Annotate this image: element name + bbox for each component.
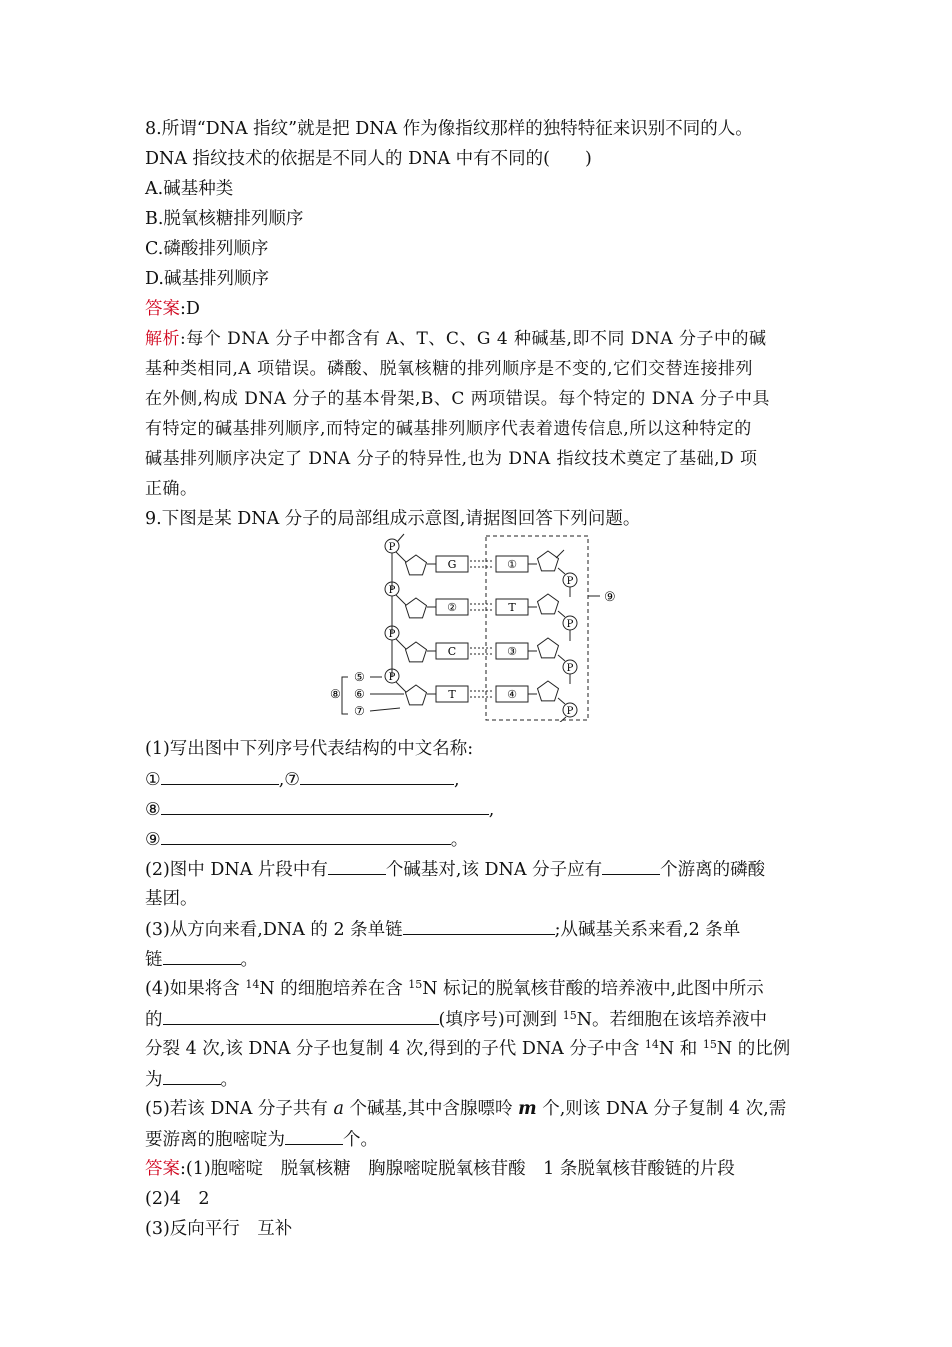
q9-sub3-line-1 (145, 914, 825, 944)
text: 。 (220, 1070, 238, 1090)
q9-sub4-line-4 (145, 1064, 825, 1094)
dna-structure-diagram (330, 530, 630, 722)
right-deoxyribose (538, 681, 559, 701)
text: (4)如果将含 (145, 979, 246, 999)
right-base-label: ① (507, 558, 517, 571)
blank-base-relation[interactable] (163, 944, 241, 965)
blank-cytosine[interactable] (285, 1124, 343, 1145)
text: (2)图中 DNA 片段中有 (145, 860, 328, 880)
backbone-bond (558, 698, 565, 704)
callout-7: ⑦ (354, 704, 365, 718)
text: 的 (145, 1010, 163, 1030)
right-base-label: ④ (507, 688, 517, 701)
left-deoxyribose (406, 685, 427, 705)
text: N 和 (658, 1039, 703, 1059)
analysis-line: :每个 DNA 分子中都含有 A、T、C、G 4 种碱基,即不同 DNA 分子中的碱 (180, 329, 767, 349)
marker-1: ① (145, 770, 161, 790)
variable-a: a (333, 1099, 344, 1119)
q9-sub3-line-2 (145, 944, 825, 974)
text: N。若细胞在该培养液中 (576, 1010, 768, 1030)
right-base-label: T (508, 601, 516, 614)
analysis-label: 解析 (145, 329, 180, 349)
q9-sub2-line-1 (145, 854, 825, 884)
left-base-label: C (447, 645, 457, 658)
text: 分裂 4 次,该 DNA 分子也复制 4 次,得到的子代 DNA 分子中含 (145, 1039, 645, 1059)
superscript: 14 (245, 978, 260, 991)
backbone-bond (558, 611, 565, 617)
text: 个游离的磷酸 (660, 860, 766, 880)
left-base-label: G (447, 558, 457, 571)
q9-sub1-line-2 (145, 794, 825, 824)
callout-6: ⑥ (354, 687, 365, 701)
analysis-line: 在外侧,构成 DNA 分子的基本骨架,B、C 两项错误。每个特定的 DNA 分子中具 (145, 389, 770, 409)
callout-8: ⑧ (330, 687, 341, 701)
right-deoxyribose (538, 551, 559, 571)
text: 个。 (343, 1130, 378, 1150)
right-phosphate-label: P (566, 663, 574, 674)
left-deoxyribose (406, 642, 427, 662)
q8-stem-line-2: DNA 指纹技术的依据是不同人的 DNA 中有不同的( ) (145, 149, 592, 169)
answer-value: :D (180, 299, 200, 319)
backbone-bond (396, 639, 406, 649)
marker-7: ⑦ (284, 770, 300, 790)
blank-1[interactable] (161, 764, 279, 785)
separator: , (488, 800, 495, 820)
right-deoxyribose (538, 594, 559, 614)
right-base-label: ③ (507, 645, 517, 658)
blank-9[interactable] (161, 824, 451, 845)
q9-sub1-prompt: (1)写出图中下列序号代表结构的中文名称: (145, 739, 474, 759)
q8-option-b: B.脱氧核糖排列顺序 (145, 209, 304, 229)
q9-sub2-line-2: 基团。 (145, 889, 198, 909)
q8-option-d: D.碱基排列顺序 (145, 269, 269, 289)
text: N 标记的脱氧核苷酸的培养液中,此图中所示 (422, 979, 764, 999)
q9-sub5-line-1 (145, 1094, 825, 1124)
text: N 的细胞培养在含 (259, 979, 409, 999)
text: 个碱基,其中含腺嘌呤 (343, 1099, 519, 1119)
backbone-bond (396, 595, 406, 605)
left-phosphate-label: P (388, 629, 396, 640)
marker-9: ⑨ (145, 830, 161, 850)
left-phosphate-label: P (388, 585, 396, 596)
left-deoxyribose (406, 598, 427, 618)
callout-9: ⑨ (604, 590, 616, 605)
q8-stem-line-1: 8.所谓“DNA 指纹”就是把 DNA 作为像指纹那样的独特特征来识别不同的人。 (145, 119, 753, 139)
text: 要游离的胞嘧啶为 (145, 1130, 285, 1150)
text: N 的比例 (716, 1039, 791, 1059)
separator: , (278, 770, 285, 790)
q9-sub1-line-3 (145, 824, 825, 854)
q9-answer-line-2: (2)4 2 (145, 1189, 210, 1209)
blank-base-pairs[interactable] (328, 854, 386, 875)
blank-sequence-numbers[interactable] (163, 1004, 439, 1025)
text: 为 (145, 1070, 163, 1090)
left-base-label: T (448, 688, 456, 701)
blank-7[interactable] (300, 764, 454, 785)
variable-m: m (518, 1099, 537, 1119)
backbone-bond (558, 568, 565, 574)
text: 个,则该 DNA 分子复制 4 次,需 (536, 1099, 787, 1119)
q8-option-c: C.磷酸排列顺序 (145, 239, 269, 259)
analysis-line: 有特定的碱基排列顺序,而特定的碱基排列顺序代表着遗传信息,所以这种特定的 (145, 419, 752, 439)
q9-sub4-line-2 (145, 1004, 825, 1034)
text: (3)从方向来看,DNA 的 2 条单链 (145, 920, 403, 940)
blank-direction[interactable] (403, 914, 555, 935)
superscript: 15 (702, 1038, 717, 1051)
backbone-bond (396, 552, 406, 562)
blank-ratio[interactable] (163, 1064, 221, 1085)
q9-sub1-line-1 (145, 764, 825, 794)
right-deoxyribose (538, 638, 559, 658)
q9-stem: 9.下图是某 DNA 分子的局部组成示意图,请据图回答下列问题。 (145, 509, 641, 529)
analysis-line: 碱基排列顺序决定了 DNA 分子的特异性,也为 DNA 指纹技术奠定了基础,D 项 (145, 449, 758, 469)
callout-5: ⑤ (354, 670, 365, 684)
superscript: 15 (562, 1009, 577, 1022)
strand-end (556, 550, 564, 558)
text: (5)若该 DNA 分子共有 (145, 1099, 334, 1119)
marker-8: ⑧ (145, 800, 161, 820)
q9-answer-line-1 (145, 1154, 825, 1184)
q8-option-a: A.碱基种类 (145, 179, 234, 199)
left-phosphate-label: P (388, 542, 396, 553)
superscript: 14 (644, 1038, 659, 1051)
right-phosphate-label: P (566, 706, 574, 717)
q9-sub4-line-3 (145, 1034, 825, 1064)
left-phosphate-label: P (388, 672, 396, 683)
blank-phosphate-groups[interactable] (602, 854, 660, 875)
left-deoxyribose (406, 555, 427, 575)
left-base-label: ② (447, 601, 457, 614)
backbone-bond (558, 655, 565, 661)
answer-label: 答案 (145, 1159, 180, 1179)
q9-answer-line-3: (3)反向平行 互补 (145, 1219, 293, 1239)
separator: 。 (450, 830, 469, 850)
q9-sub4-line-1 (145, 974, 825, 1004)
text: (填序号)可测到 (438, 1010, 563, 1030)
right-phosphate-label: P (566, 576, 574, 587)
answer-label: 答案 (145, 299, 180, 319)
analysis-line: 正确。 (145, 479, 198, 499)
q8-analysis (145, 324, 825, 504)
text: 链 (145, 950, 163, 970)
text: 个碱基对,该 DNA 分子应有 (385, 860, 603, 880)
strand-end (397, 534, 404, 542)
q9-sub5-line-2 (145, 1124, 825, 1154)
q8-answer (145, 294, 825, 324)
text: 。 (240, 950, 258, 970)
bracket-8 (342, 677, 348, 714)
answer-text: :(1)胞嘧啶 脱氧核糖 胸腺嘧啶脱氧核苷酸 1 条脱氧核苷酸链的片段 (180, 1159, 735, 1179)
superscript: 15 (408, 978, 423, 991)
callout-line-7 (370, 708, 400, 711)
right-phosphate-label: P (566, 619, 574, 630)
text: ;从碱基关系来看,2 条单 (554, 920, 741, 940)
backbone-bond (396, 682, 406, 692)
analysis-line: 基种类相同,A 项错误。磷酸、脱氧核糖的排列顺序是不变的,它们交替连接排列 (145, 359, 753, 379)
blank-8[interactable] (161, 794, 489, 815)
separator: , (453, 770, 460, 790)
